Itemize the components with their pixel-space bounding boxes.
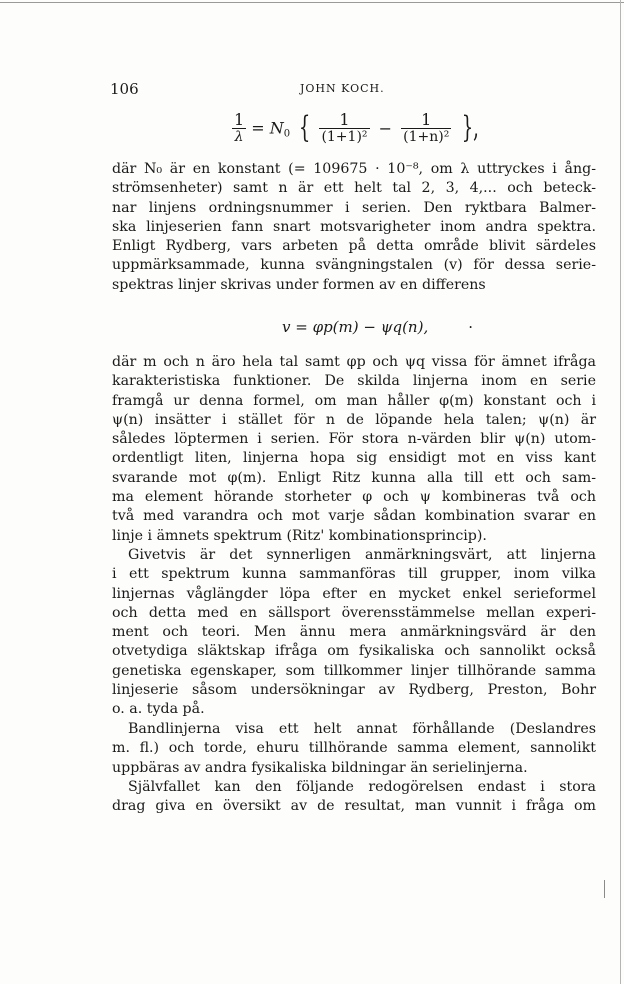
lhs-numerator: 1 [234,109,245,129]
text-line: framgå ur denna formel, om man håller φ(m) konstant och i [112,392,596,409]
formula-subscript: 0 [283,128,291,140]
text-line: genetiska egenskaper, som tillkommer linjer tillhörande samma [112,662,596,679]
text-line: i ett spektrum kunna sammanföras till grupper, inom vilka [112,566,596,583]
lhs-fraction [232,111,246,146]
paragraph-1 [112,160,596,295]
page-number: 106 [110,80,139,98]
text-line: svarande mot φ(m). Enligt Ritz kunna alla till ett och sam- [112,469,596,486]
text-line: nar linjens ordningsnummer i serien. Den ryktbara Balmer- [112,199,596,216]
scan-margin-mark [604,880,605,898]
text-line: två med varandra och mot varje sådan kombination svarar en [112,508,596,525]
paragraph-2 [112,353,596,546]
text-line: linjernas våglängder löpa efter en mycket enkel serieformel [112,585,596,602]
differens-formula [282,318,473,336]
text-line: karakteristiska funktioner. De skilda linjerna inom en serie [112,373,596,390]
open-brace: { [299,110,311,145]
stray-dot: · [468,318,473,336]
text-line: Bandlinjerna visa ett helt annat förhållande (Deslandres [128,721,596,737]
text-line: linjeserie såsom undersökningar av Rydberg, Preston, Bohr [112,682,596,699]
paragraph-3 [112,546,596,720]
text-line: således löptermen i serien. För stora n-värden blir ψ(n) utom- [112,431,596,448]
text-line: ska linjeserien fann snart motsvarigheter inom andra spektra. [112,218,596,235]
formula-equals: = N [251,118,284,138]
text-line: där m och n äro hela tal samt φp och ψq vissa för ämnet ifråga [112,354,596,370]
text-line: m. fl.) och torde, ehuru tillhörande samma element, sannolikt [112,740,596,757]
text-line: drag giva en översikt av de resultat, man vunnit i fråga om [112,798,596,815]
second-numerator: 1 [401,111,451,129]
paragraph-5 [112,778,596,817]
text-line: Enligt Rydberg, vars arbeten på detta område blivit särdeles [112,238,596,255]
text-line: spektras linjer skrivas under formen av en differens [112,276,486,293]
text-line: ma element hörande storheter φ och ψ kombineras två och [112,489,596,506]
differens-formula-text: v = φp(m) − ψq(n), [282,318,429,336]
close-brace: }, [462,110,480,145]
first-denominator: (1+1)² [321,128,368,145]
first-fraction [319,111,369,146]
running-head: JOHN KOCH. [300,82,385,95]
text-line: Självfallet kan den följande redogörelsen endast i stora [128,779,596,795]
top-scan-rule [0,2,624,3]
text-line: otvetydiga släktskap ifråga om fysikaliska och sannolikt också [112,643,596,660]
formula-minus: − [378,118,393,138]
second-denominator: (1+n)² [403,128,450,145]
text-line: ψ(n) insätter i stället för n de löpande hela talen; ψ(n) är [112,411,596,428]
text-line: och detta med en sällsport överensstämmelse mellan experi- [112,604,596,621]
second-fraction [401,111,451,146]
text-line: strömsenheter) samt n är ett helt tal 2, 3, 4,... och beteck- [112,180,596,197]
page-header [110,80,594,102]
text-line: uppmärksammade, kunna svängningstalen (v) för dessa serie- [112,257,596,274]
text-line: uppbäras av andra fysikaliska bildningar än serielinjerna. [112,759,528,776]
first-numerator: 1 [319,111,369,129]
text-line: Givetvis är det synnerligen anmärkningsvärt, att linjerna [128,547,596,563]
text-line: där N₀ är en konstant (= 109675 · 10⁻⁸, om λ uttryckes i ång- [112,161,596,177]
text-line: ordentligt liten, linjerna hopa sig ensidigt mot en viss kant [112,450,596,467]
text-line: linje i ämnets spektrum (Ritz' kombinationsprincip). [112,527,487,544]
text-line: ment och teori. Men ännu mera anmärkningsvärd är den [112,624,596,641]
balmer-formula [232,110,492,150]
text-line: o. a. tyda på. [112,701,205,718]
lhs-denominator: λ [234,128,244,145]
paragraph-4 [112,720,596,778]
right-scan-rule [620,0,621,984]
